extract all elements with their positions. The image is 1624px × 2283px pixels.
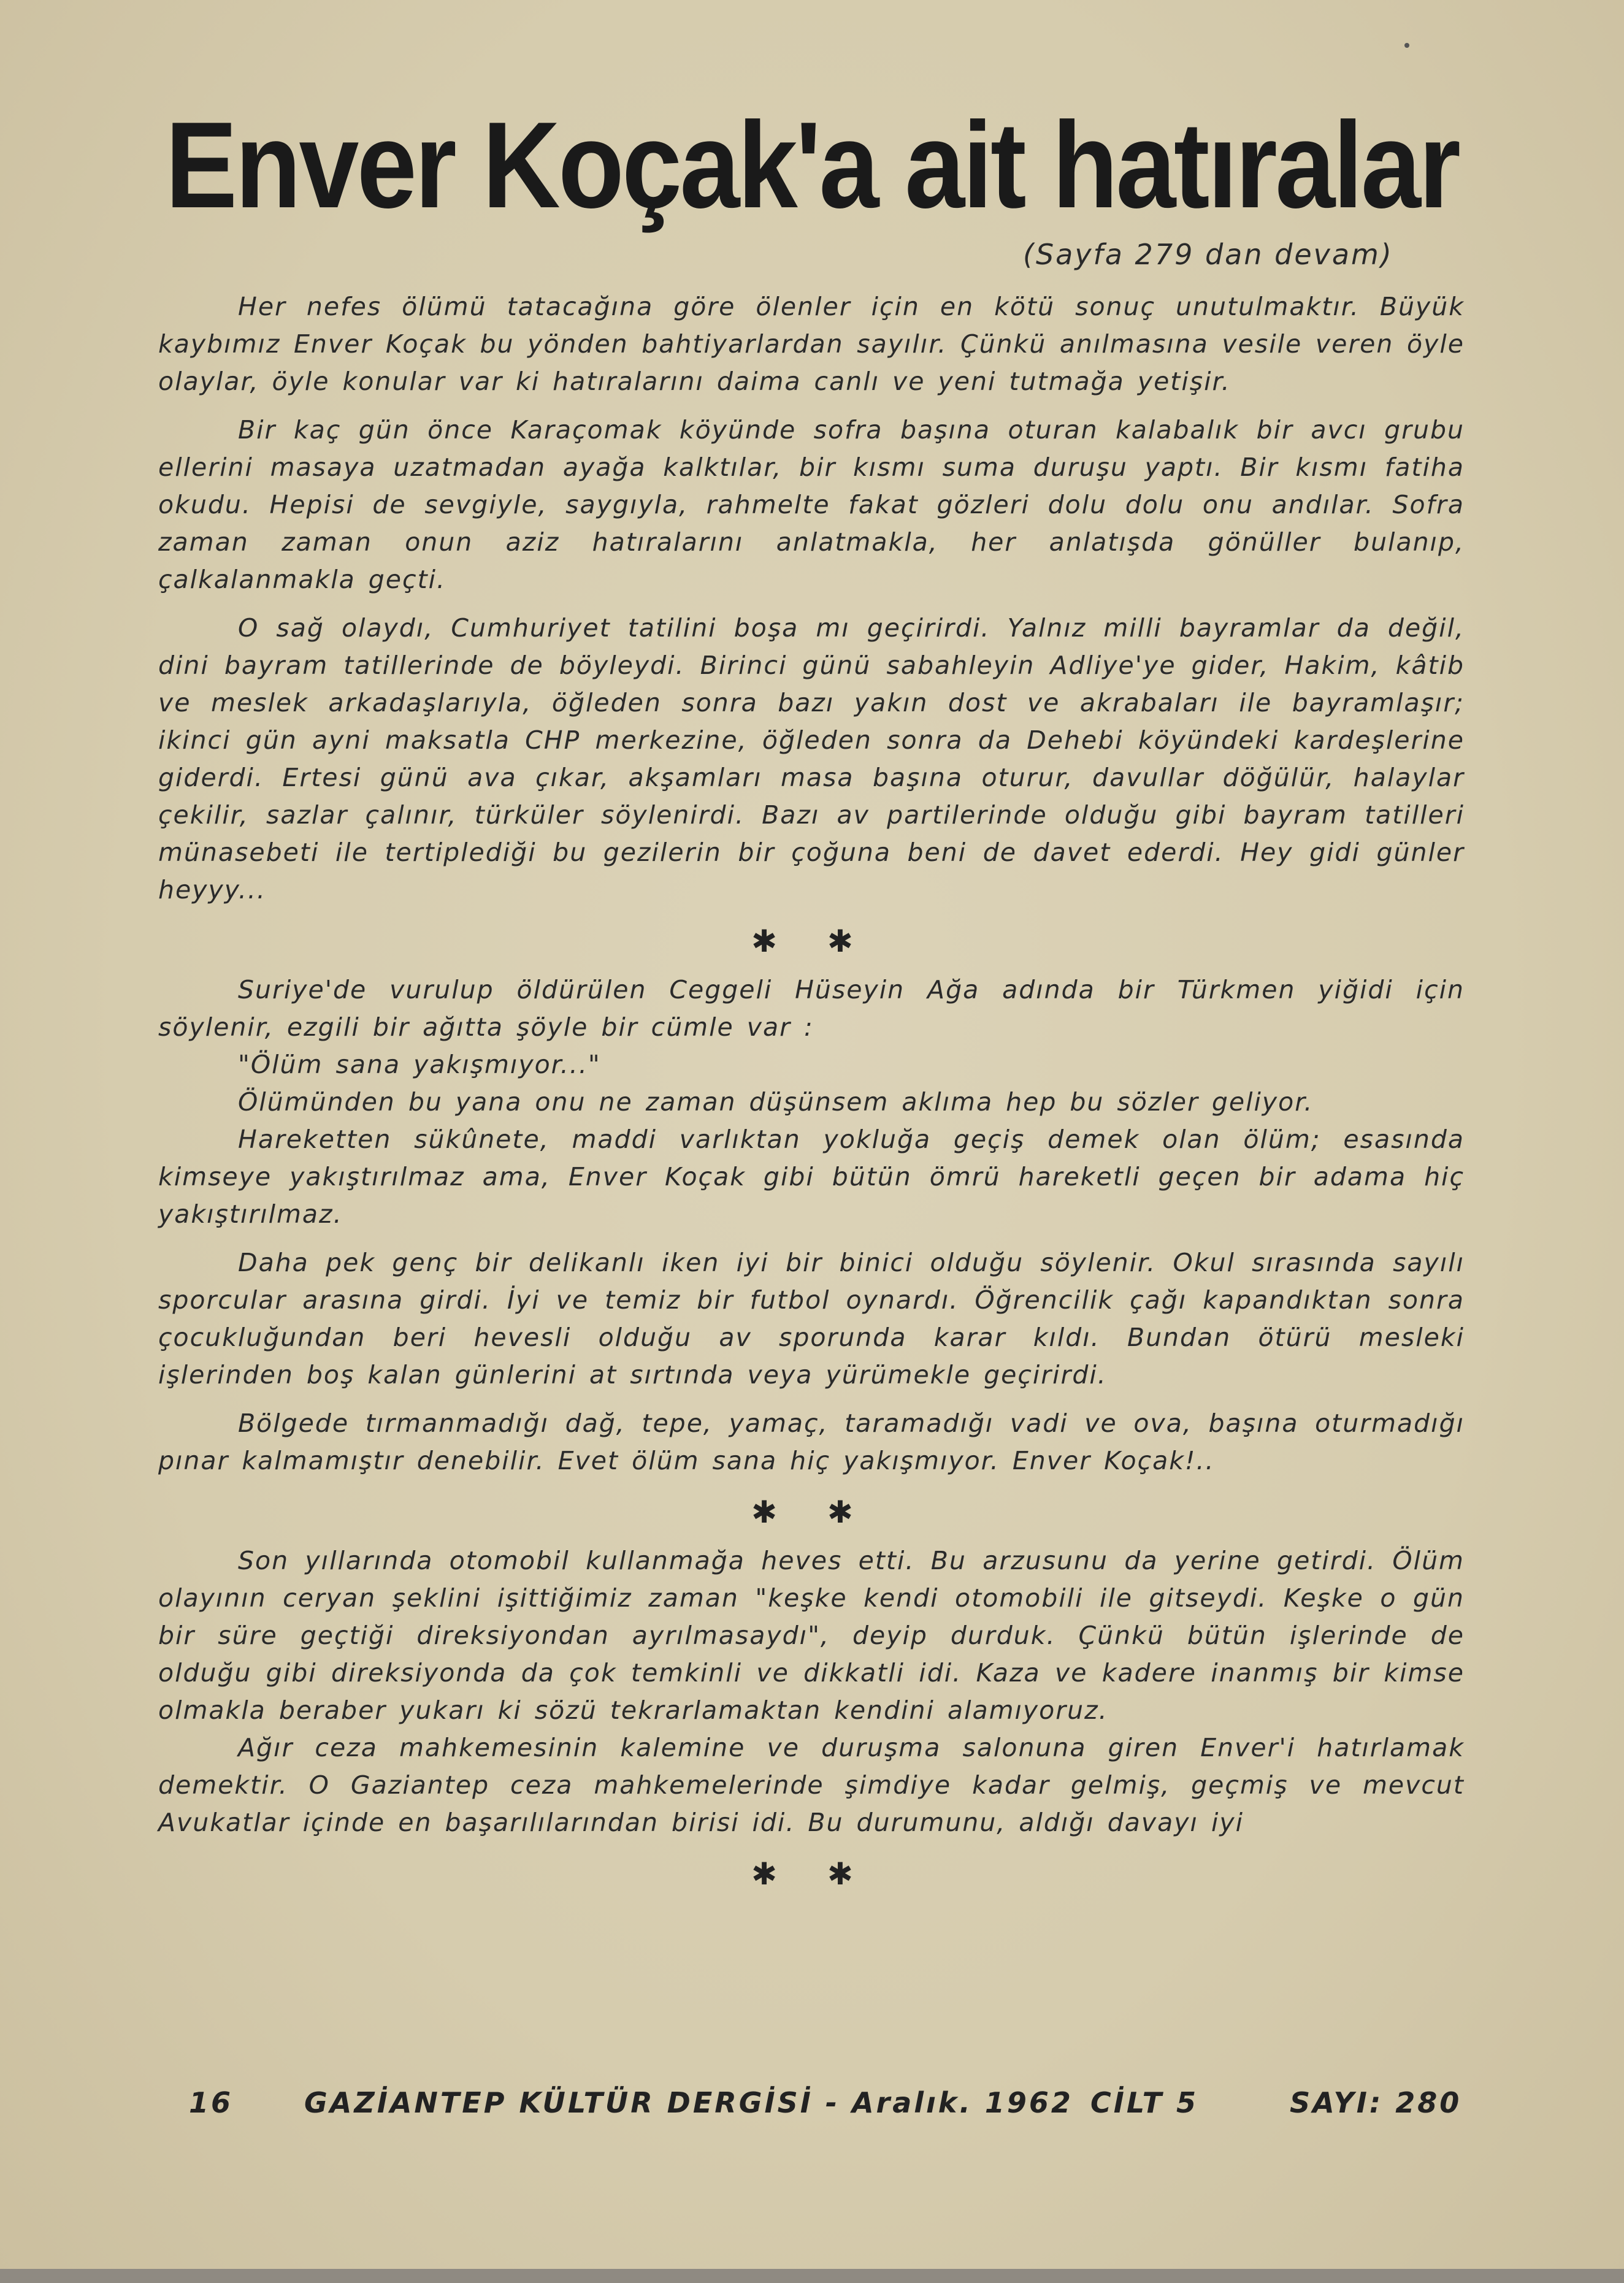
section-separator: ✱ ✱ bbox=[751, 1494, 871, 1530]
issue-label: SAYI: 280 bbox=[1290, 2086, 1462, 2119]
paragraph: Ölümünden bu yana onu ne zaman düşünsem aklıma hep bu sözler geliyor. bbox=[238, 1087, 1314, 1117]
page-number: 16 bbox=[189, 2086, 234, 2119]
continuation-note: (Sayfa 279 dan devam) bbox=[1023, 238, 1393, 271]
paragraph: Her nefes ölümü tatacağına göre ölenler için en kötü sonuç unutulmaktır. Büyük kaybımız Enver Koçak bu yönden bahtiyarlardan sayılır. Çünkü anılmasına vesile veren öyle olaylar, öyle konular var ki hatıralarını daima canlı ve yeni tutmağa yetişir. bbox=[158, 292, 1465, 396]
paragraph: Bölgede tırmanmadığı dağ, tepe, yamaç, taramadığı vadi ve ova, başına oturmadığı pınar kalmamıştır denebilir. Evet ölüm sana hiç yakışmıyor. Enver Koçak!.. bbox=[158, 1409, 1465, 1475]
article-title: Enver Koçak'a ait hatıralar bbox=[165, 97, 1459, 234]
section-separator: ✱ ✱ bbox=[751, 1856, 871, 1892]
paragraph: Daha pek genç bir delikanlı iken iyi bir binici olduğu söylenir. Okul sırasında sayılı sporcular arasına girdi. İyi ve temiz bir futbol oynardı. Öğrencilik çağı kapandıktan sonra çocukluğundan beri hevesli olduğu av sporunda karar kıldı. Bundan ötürü mesleki işlerinden boş kalan günlerini at sırtında veya yürümekle geçirirdi. bbox=[158, 1248, 1465, 1390]
section-separator: ✱ ✱ bbox=[751, 924, 871, 959]
volume-label: CİLT 5 bbox=[1090, 2086, 1198, 2119]
paragraph: Bir kaç gün önce Karaçomak köyünde sofra başına oturan kalabalık bir avcı grubu ellerini masaya uzatmadan ayağa kalktılar, bir kısmı suma duruşu yaptı. Bir kısmı fatiha okudu. Hepisi de sevgiyle, saygıyla, rahmelte fakat gözleri dolu dolu onu andılar. Sofra zaman zaman onun aziz hatıralarını anlatmakla, her anlatışda gönüller bulanıp, çalkalanmakla geçti. bbox=[158, 415, 1465, 594]
paragraph: Suriye'de vurulup öldürülen Ceggeli Hüseyin Ağa adında bir Türkmen yiğidi için söylenir, ezgili bir ağıtta şöyle bir cümle var : bbox=[158, 975, 1465, 1042]
quote-line: "Ölüm sana yakışmıyor..." bbox=[238, 1050, 601, 1079]
speck bbox=[1404, 43, 1409, 48]
paragraph: Hareketten sükûnete, maddi varlıktan yokluğa geçiş demek olan ölüm; esasında kimseye yakıştırılmaz ama, Enver Koçak gibi bütün ömrü hareketli geçen bir adama hiç yakıştırılmaz. bbox=[158, 1125, 1465, 1229]
magazine-name-date: GAZİANTEP KÜLTÜR DERGİSİ - Aralık. 1962 bbox=[304, 2086, 1073, 2119]
scan-edge bbox=[0, 2269, 1624, 2283]
paragraph: Son yıllarında otomobil kullanmağa heves etti. Bu arzusunu da yerine getirdi. Ölüm olayının ceryan şeklini işittiğimiz zaman "keşke kendi otomobili ile gitseydi. Keşke o gün bir süre geçtiği direksiyondan ayrılmasaydı", deyip durduk. Çünkü bütün işlerinde de olduğu gibi direksiyonda da çok temkinli ve dikkatli idi. Kaza ve kadere inanmış bir kimse olmakla beraber yukarı ki sözü tekrarlamaktan kendini alamıyoruz. bbox=[158, 1546, 1465, 1725]
paragraph: Ağır ceza mahkemesinin kalemine ve duruşma salonuna giren Enver'i hatırlamak demektir. O Gaziantep ceza mahkemelerinde şimdiye kadar gelmiş, geçmiş ve mevcut Avukatlar içinde en başarılılarından birisi idi. Bu durumunu, aldığı davayı iyi bbox=[158, 1733, 1465, 1837]
article-body bbox=[158, 288, 1465, 1904]
paragraph: O sağ olaydı, Cumhuriyet tatilini boşa mı geçirirdi. Yalnız milli bayramlar da değil, dini bayram tatillerinde de böyleydi. Birinci günü sabahleyin Adliye'ye gider, Hakim, kâtib ve meslek arkadaşlarıyla, öğleden sonra bazı yakın dost ve akrabaları ile bayramlaşır; ikinci gün ayni maksatla CHP merkezine, öğleden sonra da Dehebi köyündeki kardeşlerine giderdi. Ertesi günü ava çıkar, akşamları masa başına oturur, davullar döğülür, halaylar çekilir, sazlar çalınır, türküler söylenirdi. Bazı av partilerinde olduğu gibi bayram tatilleri münasebeti ile tertiplediği bu gezilerin bir çoğuna beni de davet ederdi. Hey gidi günler heyyy... bbox=[158, 613, 1465, 904]
